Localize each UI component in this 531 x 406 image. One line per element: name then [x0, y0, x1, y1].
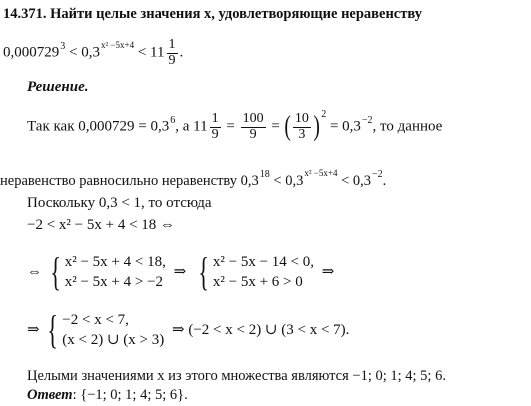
l1-prefix: Так как: [27, 118, 75, 135]
l2-prefix: неравенство равносильно неравенству: [0, 173, 238, 189]
l2-base2: 0,3: [285, 173, 304, 189]
ineq-end: .: [179, 44, 184, 61]
problem-number: 14.371.: [3, 6, 47, 22]
l1-eq: =: [138, 118, 147, 135]
l1-frac1-num: 1: [211, 111, 219, 126]
ineq-middle-base: 0,3: [81, 44, 100, 61]
l1-frac1-den: 9: [211, 126, 219, 142]
sys3-b: (x < 2) ∪ (x > 3): [62, 332, 165, 349]
problem-header: [3, 7, 422, 22]
sys3: [62, 310, 164, 351]
l1-exp2: −2: [361, 114, 373, 126]
ineq-left-exp: 3: [60, 40, 66, 52]
l1-exp: 6: [170, 114, 176, 126]
sys2-b: x² − 5x + 6 > 0: [212, 274, 303, 291]
sys1-a: x² − 5x + 4 < 18,: [64, 254, 166, 270]
l1-sep: , а: [175, 118, 190, 135]
sys3-lead: ⇒: [27, 321, 40, 338]
solution-systems-2: [27, 307, 350, 353]
l1-frac3-num: 10: [294, 111, 309, 126]
l1-base: 0,3: [150, 118, 170, 135]
sys1-b: x² − 5x + 4 > −2: [64, 274, 164, 291]
sys2: [213, 252, 314, 293]
l1-frac3: [293, 112, 311, 142]
problem-inequality: [3, 38, 183, 68]
solution-conclusion: Целыми значениями x из этого множества являются −1; 0; 1; 4; 5; 6.: [27, 368, 446, 384]
l1-suffix: , то данное: [372, 118, 443, 135]
ineq-middle-exp: x² −5x+4: [100, 39, 135, 50]
ineq-right-frac-num: 1: [168, 37, 176, 52]
sys1: [65, 252, 166, 293]
answer-value: : {−1; 0; 1; 4; 5; 6}.: [72, 387, 188, 403]
l1-frac2-den: 9: [249, 126, 257, 142]
l2-exp2: x² −5x+4: [304, 168, 338, 178]
l1-value: 0,000729: [78, 118, 135, 135]
l1-paren-open: (: [283, 111, 291, 143]
l1-eq4: =: [329, 118, 339, 135]
l2-lt1: <: [273, 173, 282, 189]
sys3-brace: {: [47, 307, 59, 353]
l1-frac2: [241, 112, 266, 142]
l1-frac1: [210, 112, 221, 142]
l1-eq2: =: [226, 118, 235, 135]
l2-end: .: [382, 173, 387, 189]
solution-line-1: [27, 108, 443, 143]
l1-frac3-den: 3: [298, 126, 306, 142]
sys3-a: −2 < x < 7,: [62, 312, 129, 328]
solution-line-4: −2 < x² − 5x + 4 < 18 ⇔: [27, 217, 176, 233]
ineq-lt-2: <: [137, 44, 147, 61]
ineq-left-base: 0,000729: [3, 44, 60, 61]
sys2-arrow: ⇒: [321, 263, 335, 280]
solution-line-3: Поскольку 0,3 < 1, то отсюда: [27, 195, 212, 211]
l1-eq3: =: [271, 118, 280, 135]
l1-frac2-num: 100: [242, 111, 264, 126]
solution-label: Решение.: [27, 79, 89, 95]
ineq-lt-1: <: [69, 44, 78, 61]
sys1-brace: {: [50, 249, 61, 295]
l2-base3: 0,3: [352, 173, 372, 189]
sys1-lead: ⇔: [27, 263, 42, 280]
ineq-right-frac-den: 9: [168, 52, 176, 68]
answer-label: Ответ: [27, 387, 73, 403]
l2-lt2: <: [341, 173, 350, 189]
solution-answer: [27, 388, 188, 403]
sys3-tail: ⇒ (−2 < x < 2) ∪ (3 < x < 7).: [172, 321, 350, 338]
sys2-a: x² − 5x − 14 < 0,: [212, 254, 315, 270]
sys1-arrow: ⇒: [173, 263, 187, 280]
l2-base1: 0,3: [240, 173, 259, 189]
solution-line-2: [0, 168, 387, 189]
l2-exp1: 18: [259, 169, 270, 180]
l1-paren-close: ): [313, 111, 320, 143]
l1-whole: 11: [193, 118, 208, 135]
problem-statement: Найти целые значения x, удовлетворяющие неравенству: [50, 6, 422, 22]
ineq-right-frac: [167, 38, 178, 68]
l2-exp3: −2: [372, 169, 383, 180]
l1-base2: 0,3: [342, 118, 361, 135]
ineq-right-whole: 11: [150, 44, 165, 61]
l1-frac3-exp: 2: [321, 108, 327, 120]
sys2-brace: {: [198, 249, 209, 295]
solution-systems-1: [27, 249, 338, 295]
